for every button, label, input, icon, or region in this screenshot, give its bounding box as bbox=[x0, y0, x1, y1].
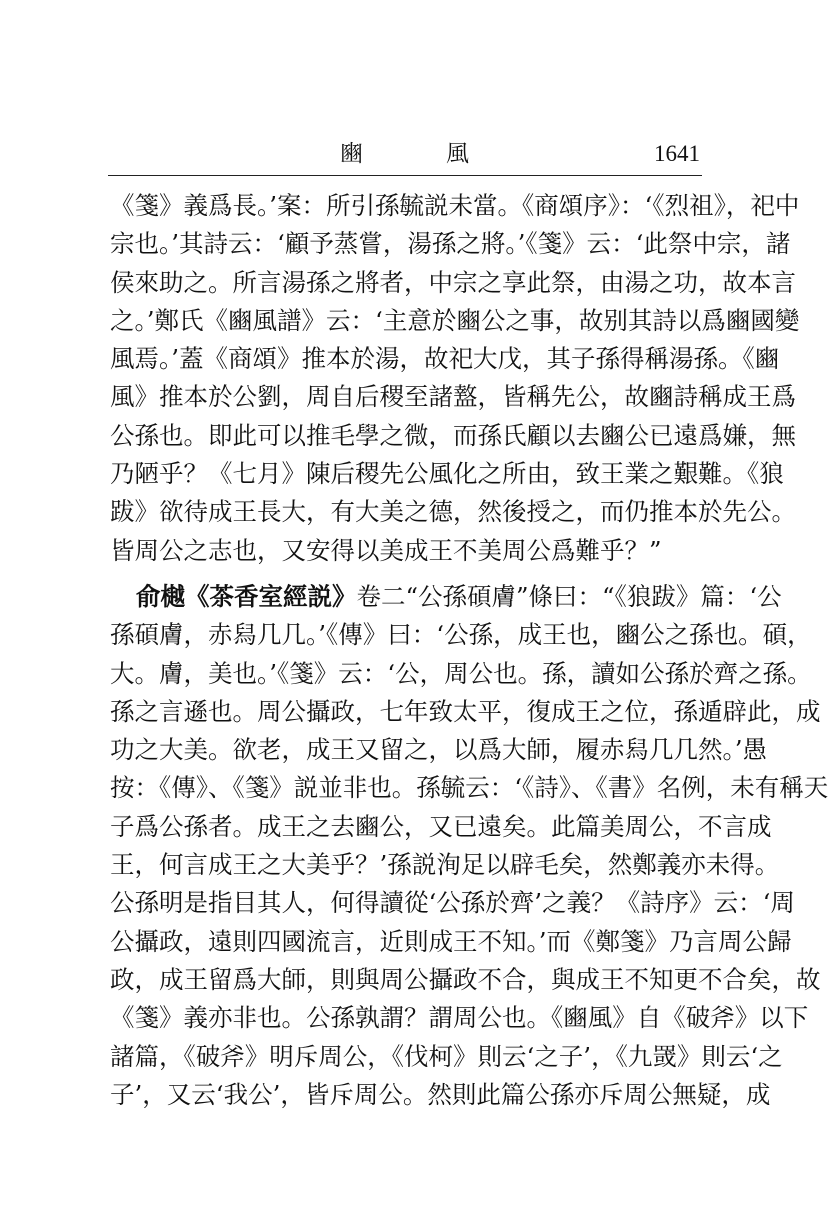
text-line: 子爲公孫者。成王之去豳公，又已遠矣。此篇美周公，不言成 bbox=[110, 811, 772, 841]
text-line-first bbox=[110, 578, 782, 616]
text-line: 功之大美。欲老，成王又留之，以爲大師，履赤舄几几然。’愚 bbox=[110, 735, 768, 765]
header-rule bbox=[108, 175, 702, 176]
text-line: 公孫明是指目其人，何得讀從‘公孫於齊’之義？《詩序》云：‘周 bbox=[110, 888, 795, 918]
text-line: 孫碩膚，赤舄几几。’《傳》曰：‘公孫，成王也，豳公之孫也。碩， bbox=[110, 620, 812, 650]
text-line: 風焉。’蓋《商頌》推本於湯，故祀大戊，其子孫得稱湯孫。《豳 bbox=[110, 344, 780, 374]
page-number: 1641 bbox=[654, 141, 700, 166]
text-line: 侯來助之。所言湯孫之將者，中宗之享此祭，由湯之功，故本言 bbox=[110, 267, 796, 297]
text-line: 跋》欲待成王長大，有大美之德，然後授之，而仍推本於先公。 bbox=[110, 497, 796, 527]
text-line: 政，成王留爲大師，則與周公攝政不合，與成王不知更不合矣，故 bbox=[110, 964, 821, 994]
text-line: 宗也。’其詩云：‘顧予蒸嘗，湯孫之將。’《箋》云：‘此祭中宗，諸 bbox=[110, 229, 791, 259]
running-header bbox=[108, 138, 700, 170]
text-line: 《箋》義亦非也。公孫孰謂？謂周公也。《豳風》自《破斧》以下 bbox=[110, 1003, 809, 1033]
text-line: 公孫也。即此可以推毛學之微，而孫氏顧以去豳公已遠爲嫌，無 bbox=[110, 420, 796, 450]
text-line: 風》推本於公劉，周自后稷至諸盩，皆稱先公，故豳詩稱成王爲 bbox=[110, 382, 796, 412]
paragraph-2 bbox=[110, 578, 828, 1114]
text-line: 子’，又云‘我公’，皆斥周公。然則此篇公孫亦斥周公無疑，成 bbox=[110, 1079, 771, 1109]
paragraph-gap bbox=[110, 570, 702, 578]
text-line: 乃陋乎？《七月》陳后稷先公風化之所由，致王業之艱難。《狼 bbox=[110, 459, 784, 489]
text-line: 皆周公之志也，又安得以美成王不美周公爲難乎？” bbox=[110, 535, 662, 565]
body-text bbox=[110, 187, 828, 1114]
text-line: 《箋》義爲長。’案：所引孫毓説未當。《商頌序》：‘《烈祖》，祀中 bbox=[110, 191, 800, 220]
text-line: 大。膚，美也。’《箋》云：‘公，周公也。孫，讀如公孫於齊之孫。 bbox=[110, 658, 812, 688]
text-segment: 卷二“公孫碩膚”條曰：“《狼跋》篇：‘公 bbox=[356, 581, 782, 611]
header-title: 豳 風 bbox=[340, 141, 499, 167]
text-line: 之。’鄭氏《豳風譜》云：‘主意於豳公之事，故别其詩以爲豳國變 bbox=[110, 305, 800, 335]
paragraph-1 bbox=[110, 187, 800, 570]
text-line: 孫之言遜也。周公攝政，七年致太平，復成王之位，孫遁辟此，成 bbox=[110, 696, 821, 726]
text-line: 按：《傳》、《箋》説並非也。孫毓云：‘《詩》、《書》名例，未有稱天 bbox=[110, 773, 828, 803]
text-line: 諸篇，《破斧》明斥周公，《伐柯》則云‘之子’，《九罭》則云‘之 bbox=[110, 1041, 783, 1071]
source-title: 俞樾《茶香室經説》 bbox=[136, 581, 357, 611]
text-line: 公攝政，遠則四國流言，近則成王不知。’而《鄭箋》乃言周公歸 bbox=[110, 926, 792, 956]
text-line: 王，何言成王之大美乎？’孫説洵足以辟毛矣，然鄭義亦未得。 bbox=[110, 850, 780, 880]
